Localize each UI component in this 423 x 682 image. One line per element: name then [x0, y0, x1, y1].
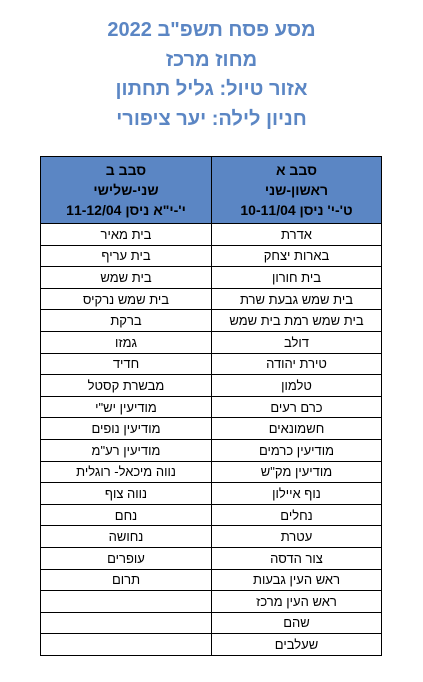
round-b-settlement-cell: ברקת: [41, 310, 212, 332]
round-b-settlement-cell: מודיעין רע"מ: [41, 439, 212, 461]
round-b-settlement-cell: נחם: [41, 504, 212, 526]
table-row: [41, 569, 382, 591]
round-b-settlement-cell: גמזו: [41, 331, 212, 353]
trip-title: מסע פסח תשפ"ב 2022: [107, 19, 316, 41]
round-a-settlement-cell: ראש העין מרכז: [212, 591, 382, 613]
round-a-settlement-cell: נוף איילון: [212, 483, 382, 505]
page-header: [0, 16, 423, 134]
table-row: [41, 224, 382, 246]
round-a-settlement-cell: כרם רעים: [212, 396, 382, 418]
round-b-settlement-cell: בית עריף: [41, 245, 212, 267]
round-b-settlement-cell: [41, 612, 212, 634]
table-row: [41, 634, 382, 656]
table-header-row: [41, 157, 382, 224]
table-row: [41, 504, 382, 526]
night-camp-title: חניון לילה: יער ציפורי: [116, 107, 307, 130]
round-b-settlement-cell: נווה מיכאל- רוגלית: [41, 461, 212, 483]
round-b-days: שני-שלישי: [93, 182, 159, 198]
district-title: מחוז מרכז: [165, 48, 258, 71]
round-a-settlement-cell: דולב: [212, 331, 382, 353]
table-row: [41, 396, 382, 418]
round-a-settlement-cell: נחלים: [212, 504, 382, 526]
rounds-table: [40, 156, 382, 656]
round-a-dates: ט'-י' ניסן 10-11/04: [240, 202, 353, 218]
round-a-settlement-cell: צור הדסה: [212, 547, 382, 569]
table-row: [41, 461, 382, 483]
round-b-settlement-cell: חדיד: [41, 353, 212, 375]
round-a-days: ראשון-שני: [264, 182, 329, 198]
round-b-settlement-cell: נחושה: [41, 526, 212, 548]
round-b-settlement-cell: בית שמש נרקיס: [41, 288, 212, 310]
round-b-settlement-cell: [41, 634, 212, 656]
round-a-settlement-cell: שעלבים: [212, 634, 382, 656]
round-a-settlement-cell: טירת יהודה: [212, 353, 382, 375]
round-b-settlement-cell: תרום: [41, 569, 212, 591]
round-a-settlement-cell: טלמון: [212, 375, 382, 397]
round-a-settlement-cell: חשמונאים: [212, 418, 382, 440]
round-b-settlement-cell: מודיעין נופים: [41, 418, 212, 440]
round-a-settlement-cell: עטרת: [212, 526, 382, 548]
table-body: [41, 224, 382, 656]
round-a-settlement-cell: בית שמש רמת בית שמש: [212, 310, 382, 332]
round-b-header: [41, 157, 212, 224]
round-b-settlement-cell: [41, 591, 212, 613]
round-a-settlement-cell: שהם: [212, 612, 382, 634]
table-row: [41, 331, 382, 353]
round-a-settlement-cell: בארות יצחק: [212, 245, 382, 267]
table-row: [41, 310, 382, 332]
round-b-settlement-cell: בית שמש: [41, 267, 212, 289]
table-row: [41, 288, 382, 310]
table-row: [41, 591, 382, 613]
round-a-settlement-cell: מודיעין מק"ש: [212, 461, 382, 483]
round-b-settlement-cell: בית מאיר: [41, 224, 212, 246]
round-a-settlement-cell: מודיעין כרמים: [212, 439, 382, 461]
round-a-settlement-cell: בית חורון: [212, 267, 382, 289]
round-a-settlement-cell: בית שמש גבעת שרת: [212, 288, 382, 310]
table-row: [41, 267, 382, 289]
table-row: [41, 547, 382, 569]
table-row: [41, 483, 382, 505]
table-row: [41, 375, 382, 397]
round-a-name: סבב א: [275, 162, 317, 178]
round-b-settlement-cell: עופרים: [41, 547, 212, 569]
round-b-settlement-cell: נווה צוף: [41, 483, 212, 505]
round-b-dates: י'-י"א ניסן 11-12/04: [66, 202, 186, 218]
table-row: [41, 526, 382, 548]
table-row: [41, 439, 382, 461]
table-row: [41, 418, 382, 440]
round-a-settlement-cell: אדרת: [212, 224, 382, 246]
round-b-settlement-cell: מודיעין יש"י: [41, 396, 212, 418]
table-row: [41, 245, 382, 267]
round-a-header: [212, 157, 382, 224]
round-a-settlement-cell: ראש העין גבעות: [212, 569, 382, 591]
round-b-name: סבב ב: [105, 162, 147, 178]
table-row: [41, 353, 382, 375]
table-row: [41, 612, 382, 634]
tour-area-title: אזור טיול: גליל תחתון: [115, 78, 308, 100]
round-b-settlement-cell: מבשרת קסטל: [41, 375, 212, 397]
